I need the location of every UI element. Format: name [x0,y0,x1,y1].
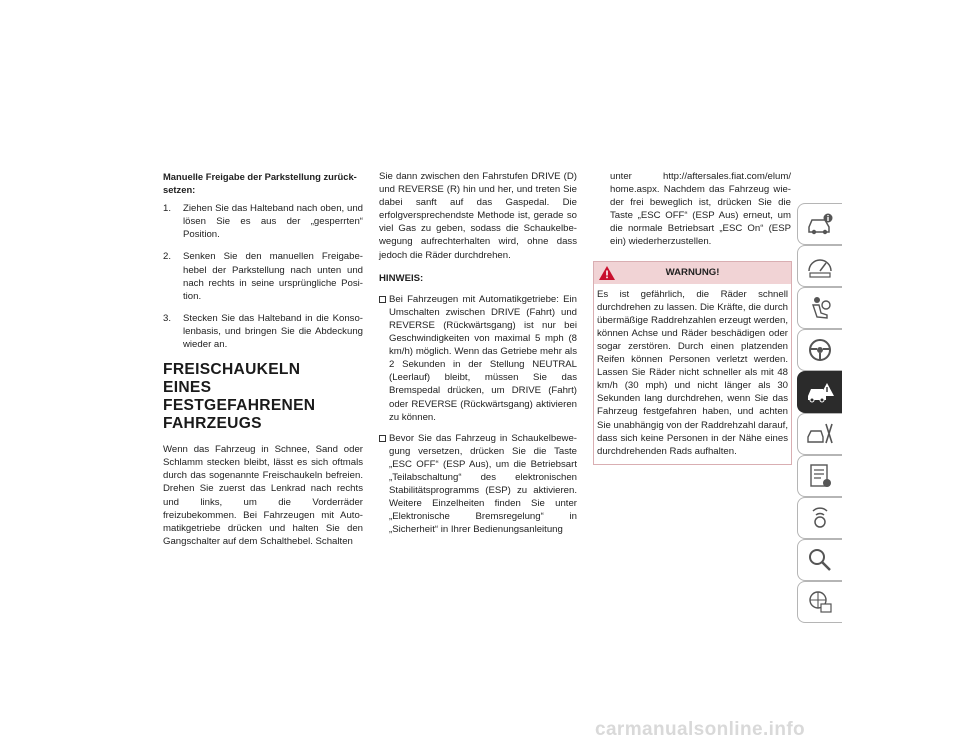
bullet-square-icon [379,296,386,303]
tab-driving[interactable] [797,329,842,371]
body-paragraph: Sie dann zwischen den Fahrstufen DRIVE (D) und REVERSE (R) hin und her, und treten Sie dabei sanft auf das Gaspedal. Die erfolgversprechendste Methode ist, gerade so viel Gas zu geben, sodass die Schaukelbe-wegung aufrechterhalten wird, ohne dass jedoch die Räder durchdrehen. [379,171,577,261]
service-tools-icon [805,419,835,449]
tab-index[interactable] [797,539,842,581]
column-middle [379,170,577,544]
language-icon [805,587,835,617]
warning-title: WARNUNG! [665,266,720,278]
safety-airbag-icon [805,293,835,323]
step-text: Stecken Sie das Halteband in die Konso-lenbasis, und bringen Sie die Abdeckung wieder an. [183,312,363,351]
step-number: 1. [163,203,172,215]
warning-box [593,261,792,465]
steering-wheel-icon [805,335,835,365]
list-item [163,250,363,302]
tab-emergency[interactable] [797,371,842,413]
tab-specifications[interactable] [797,455,842,497]
multimedia-icon [805,503,835,533]
section-title: FREISCHAUKELN EINES FESTGEFAHRENEN FAHRZEUGS [163,361,316,433]
bullet-square-icon [379,435,386,442]
step-text: Ziehen Sie das Halteband nach oben, und lösen Sie es aus der „gesperrten“ Position. [183,203,363,241]
dashboard-warning-icon [805,251,835,281]
list-item [163,202,363,241]
tab-service[interactable] [797,413,842,455]
step-number: 2. [163,251,172,263]
subheading-park-release: Manuelle Freigabe der Parkstellung zurück-setzen: [163,171,357,196]
body-paragraph: Wenn das Fahrzeug in Schnee, Sand oder Schlamm stecken bleibt, lässt es sich oftmals durch das sogenannte Freischaukeln befreien. Drehen Sie zuerst das Lenkrad nach rechts und links, um die Vorderräder freizubekommen. Bei Fahrzeugen mit Auto-matikgetriebe drücken und halten Sie den Gangschalter auf dem Schalthebel. Schalten [163,444,363,547]
list-item [379,432,577,537]
tab-language[interactable] [797,581,842,623]
step-number: 3. [163,312,172,324]
steps-list [163,202,363,351]
step-text: Senken Sie den manuellen Freigabe-hebel der Parkstellung nach unten und nach rechts in seine ursprüngliche Posi-tion. [183,251,363,302]
note-label: HINWEIS: [379,272,424,284]
note-bullets [379,293,577,537]
warning-triangle-icon [598,265,616,281]
tab-safety[interactable] [797,287,842,329]
bullet-text: Bevor Sie das Fahrzeug in Schaukelbewe-gung versetzen, drücken Sie die Taste „ESC OFF“ (ESP Aus), um die Betriebsart „Teilabschaltung“ des elektronischen Stabilitätsprogramms (ESP) zu aktivieren. Weitere Einzelheiten finden Sie unter „Elektronische Bremsregelung“ in „Sicherheit“ in Ihrer Bedienungsanleitung [389,432,577,536]
bullet-text: Bei Fahrzeugen mit Automatikgetriebe: Ein Umschalten zwischen DRIVE (Fahrt) und REVERSE (Rückwärtsgang) ist nur bei Geschwindigkeiten von maximal 5 mph (8 km/h) möglich. Wenn das Getriebe mehr als 2 Sekunden in der Stellung NEUTRAL (Leerlauf) bleibt, müssen Sie das Bremspedal drücken, um DRIVE (Fahrt) oder REVERSE (Rückwärtsgang) aktivieren zu können. [389,293,577,423]
warning-header [594,262,791,284]
warning-text: Es ist gefährlich, die Räder schnell durchdrehen zu lassen. Die Kräfte, die durch übermäßige Raddrehzahlen erzeugt werden, können Achse und Räder beschädigen oder sogar zerstören. Durch einen platzenden Reifen können Personen verletzt werden. Lassen Sie Räder nicht schneller als mit 48 km/h (30 mph) und nicht länger als 30 Sekunden lang durchdrehen, wenn Sie das Fahrzeug festgefahren haben, und achten Sie unabhängig von der Raddrehzahl darauf, dass sich keine Personen in der Nähe eines durchdrehenden Rads aufhalten. [597,288,788,457]
tab-car-info[interactable] [797,203,842,245]
emergency-car-icon [805,377,835,407]
watermark: carmanualsonline.info [595,719,806,740]
tab-multimedia[interactable] [797,497,842,539]
list-item [379,293,577,424]
list-item [163,312,363,351]
specifications-icon [805,461,835,491]
continuation-text: unter http://aftersales.fiat.com/elum/ home.aspx. Nachdem das Fahrzeug wie-der frei beweglich ist, drücken Sie die Taste „ESC OFF“ (ESP Aus) erneut, um die normale Betriebsart „ESC On“ (ESP ein) wiederherzustellen. [610,171,791,248]
index-search-icon [805,545,835,575]
car-info-icon [805,209,835,239]
column-right [593,170,791,465]
column-left [163,170,363,548]
tab-dashboard[interactable] [797,245,842,287]
